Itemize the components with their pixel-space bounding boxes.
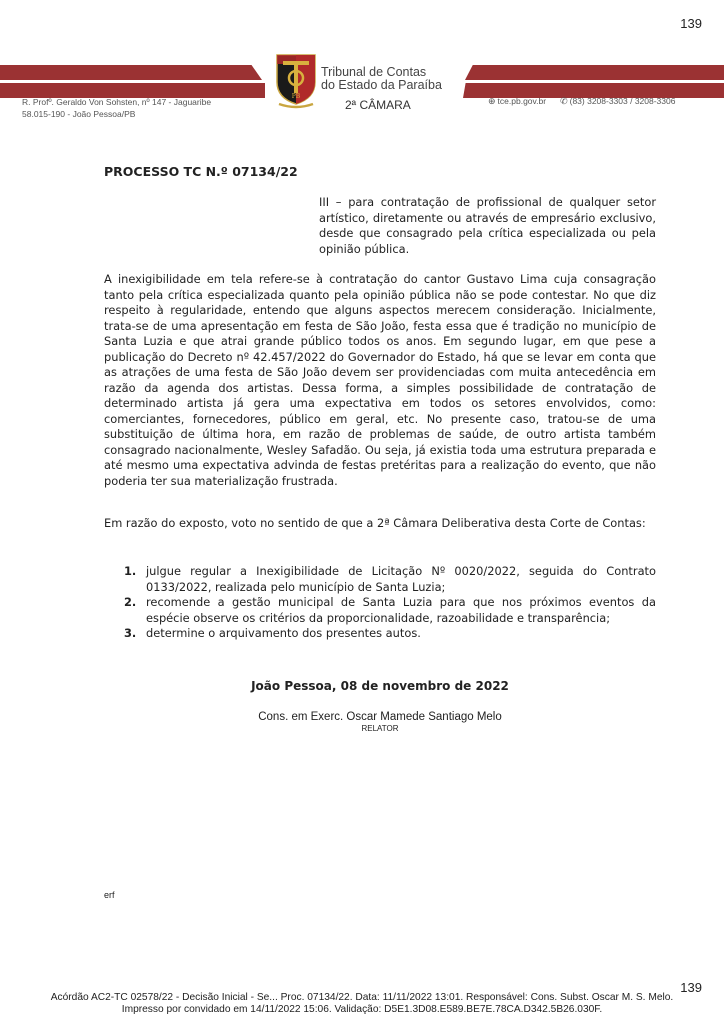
paragraph-analysis: A inexigibilidade em tela refere-se à contratação do cantor Gustavo Lima cuja consagração tanto pela crítica especializada quanto pela opinião pública não se pode contestar. No que diz respeito à regularidade, entendo que alguns aspectos merecem consideração. Inicialmente, trata-se de uma apresentação em festa de São João, festa essa que é tradição no município de Santa Luzia e que atrai grande público todos os anos. Em segundo lugar, em que pese a publicação do Decreto nº 42.457/2022 do Governador do Estado, há que se levar em conta que as atrações de uma festa de São João devem ser providenciadas com muita antecedência em razão da agenda dos artistas. Dessa forma, a simples possibilidade de contratação de determinado artista já gera uma expectativa em todos os setores envolvidos, como: comerciantes, fornecedores, público em geral, etc. No presente caso, tratou-se de uma substituição de última hora, em razão de problemas de saúde, de outro artista também consagrado nacionalmente, Wesley Safadão. Ou seja, já existia toda uma estrutura preparada e até mesmo uma expectativa advinda de festas pretéritas para a realização do evento, que não poderia ter sua materialização frustrada. xyxy=(104,272,656,488)
paragraph-vote: Em razão do exposto, voto no sentido de que a 2ª Câmara Deliberativa desta Corte de Contas: xyxy=(104,516,646,530)
tce-seal-logo xyxy=(275,52,317,110)
place-date: João Pessoa, 08 de novembro de 2022 xyxy=(251,679,509,693)
address-line-2: 58.015-190 - João Pessoa/PB xyxy=(22,109,136,119)
list-item xyxy=(124,595,656,626)
website[interactable] xyxy=(488,96,546,107)
signer-name: Cons. em Exerc. Oscar Mamede Santiago Melo xyxy=(258,711,502,723)
phone-icon: ✆ xyxy=(560,96,568,106)
contact-info xyxy=(488,96,675,107)
validation-footer xyxy=(0,992,724,1016)
list-item xyxy=(124,564,656,595)
footer-line-1: Acórdão AC2-TC 02578/22 - Decisão Inicial - Se... Proc. 07134/22. Data: 11/11/2022 13:01. Responsável: Cons. Subst. Oscar M. S. Melo. xyxy=(50,992,674,1003)
item-number: 1. xyxy=(124,564,137,578)
author-initials: erf xyxy=(104,890,115,900)
org-line-2: do Estado da Paraíba xyxy=(321,78,442,92)
item-number: 3. xyxy=(124,626,137,640)
legal-quote: III – para contratação de profissional de qualquer setor artístico, diretamente ou através de empresário exclusivo, desde que consagrado pela crítica especializada ou pela opinião pública. xyxy=(319,195,656,256)
header-band-left-top xyxy=(0,65,262,80)
svg-text:PB: PB xyxy=(291,93,301,100)
org-line-1: Tribunal de Contas xyxy=(321,65,427,79)
page-number-top: 139 xyxy=(680,16,702,31)
website-text: tce.pb.gov.br xyxy=(497,96,547,106)
phone xyxy=(560,96,675,107)
footer-line-2: Impresso por convidado em 14/11/2022 15:06. Validação: D5E1.3D08.E589.BE7E.78CA.D342.5B26.030F. xyxy=(121,1004,603,1015)
chamber-label: 2ª CÂMARA xyxy=(345,98,411,112)
process-title: PROCESSO TC N.º 07134/22 xyxy=(104,164,298,179)
header-band-right-top xyxy=(465,65,724,80)
address xyxy=(22,96,211,120)
page-number-bottom: 139 xyxy=(680,980,702,995)
item-number: 2. xyxy=(124,595,137,609)
item-text: determine o arquivamento dos presentes autos. xyxy=(146,626,421,640)
signer-role: RELATOR xyxy=(361,724,399,733)
organization-name xyxy=(321,66,442,92)
phone-text: (83) 3208-3303 / 3208-3306 xyxy=(569,96,676,106)
item-text: recomende a gestão municipal de Santa Luzia para que nos próximos eventos da espécie observe os critérios da proporcionalidade, razoabilidade e transparência; xyxy=(146,595,656,625)
decision-list xyxy=(124,564,656,642)
list-item xyxy=(124,626,656,642)
item-text: julgue regular a Inexigibilidade de Licitação Nº 0020/2022, seguida do Contrato 0133/2022, realizada pelo município de Santa Luzia; xyxy=(146,564,656,594)
address-line-1: R. Profº. Geraldo Von Sohsten, nº 147 - Jaguaribe xyxy=(22,97,212,107)
globe-icon: ⊕ xyxy=(488,96,496,106)
